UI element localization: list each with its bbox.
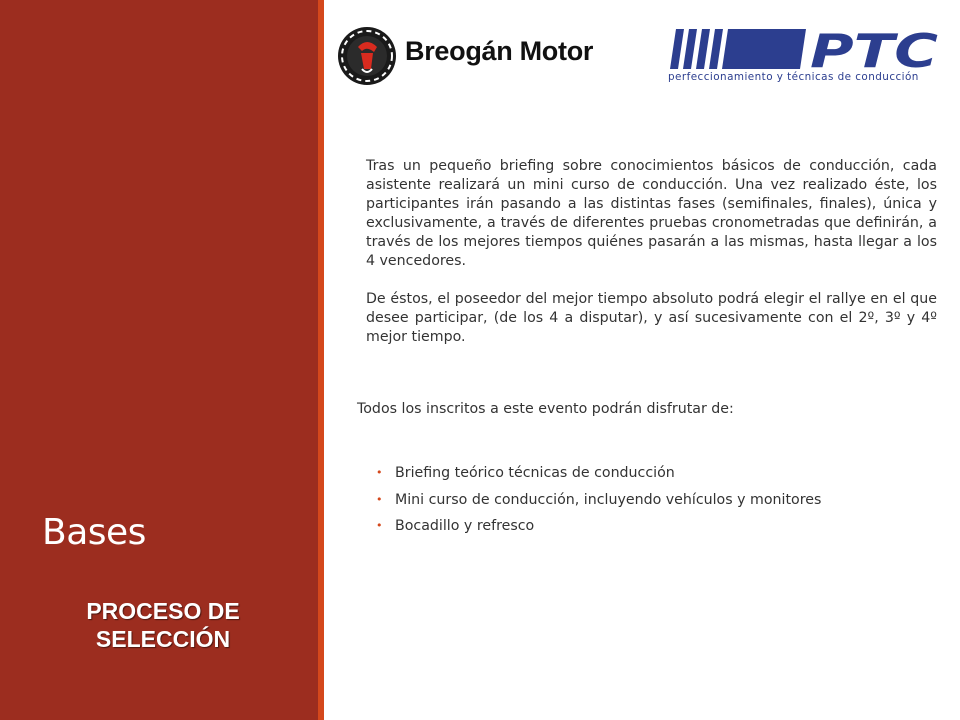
- list-item-label: Briefing teórico técnicas de conducción: [395, 465, 675, 481]
- list-item-label: Bocadillo y refresco: [395, 518, 535, 534]
- benefits-intro: Todos los inscritos a este evento podrán disfrutar de:: [357, 401, 734, 417]
- bullet-icon: •: [376, 519, 383, 532]
- bullet-icon: •: [376, 466, 383, 479]
- slide-title: Bases: [42, 512, 146, 553]
- selection-paragraph-2: De éstos, el poseedor del mejor tiempo absoluto podrá elegir el rallye en el que desee participar, (de los 4 a disputar), y así sucesivamente con el 2º, 3º y 4º mejor tiempo.: [366, 291, 937, 345]
- list-item: [376, 490, 821, 517]
- selection-paragraph-1: Tras un pequeño briefing sobre conocimientos básicos de conducción, cada asistente realizará un mini curso de conducción. Una vez realizado éste, los participantes irán pasando a las distintas fases (semifinales, finales), única y exclusivamente, a través de diferentes pruebas cronometradas que definirán, a través de los mejores tiempos quiénes pasarán a las mismas, hasta llegar a los 4 vencedores.: [366, 158, 937, 269]
- list-item: [376, 516, 821, 543]
- ptc-logo-icon: [668, 26, 940, 72]
- list-item: [376, 463, 821, 490]
- breogan-motor-brand: Breogán Motor: [405, 36, 594, 66]
- section-title: PROCESO DE SELECCIÓN: [86, 598, 240, 652]
- benefits-list: [376, 463, 821, 543]
- ptc-wordmark: PTC: [810, 26, 939, 72]
- list-item-label: Mini curso de conducción, incluyendo vehículos y monitores: [395, 491, 822, 508]
- ptc-tagline: perfeccionamiento y técnicas de conducción: [668, 71, 919, 83]
- sidebar-accent-stripe: [318, 0, 324, 720]
- bullet-icon: •: [376, 492, 383, 506]
- breogan-motor-logo-icon: [336, 25, 398, 87]
